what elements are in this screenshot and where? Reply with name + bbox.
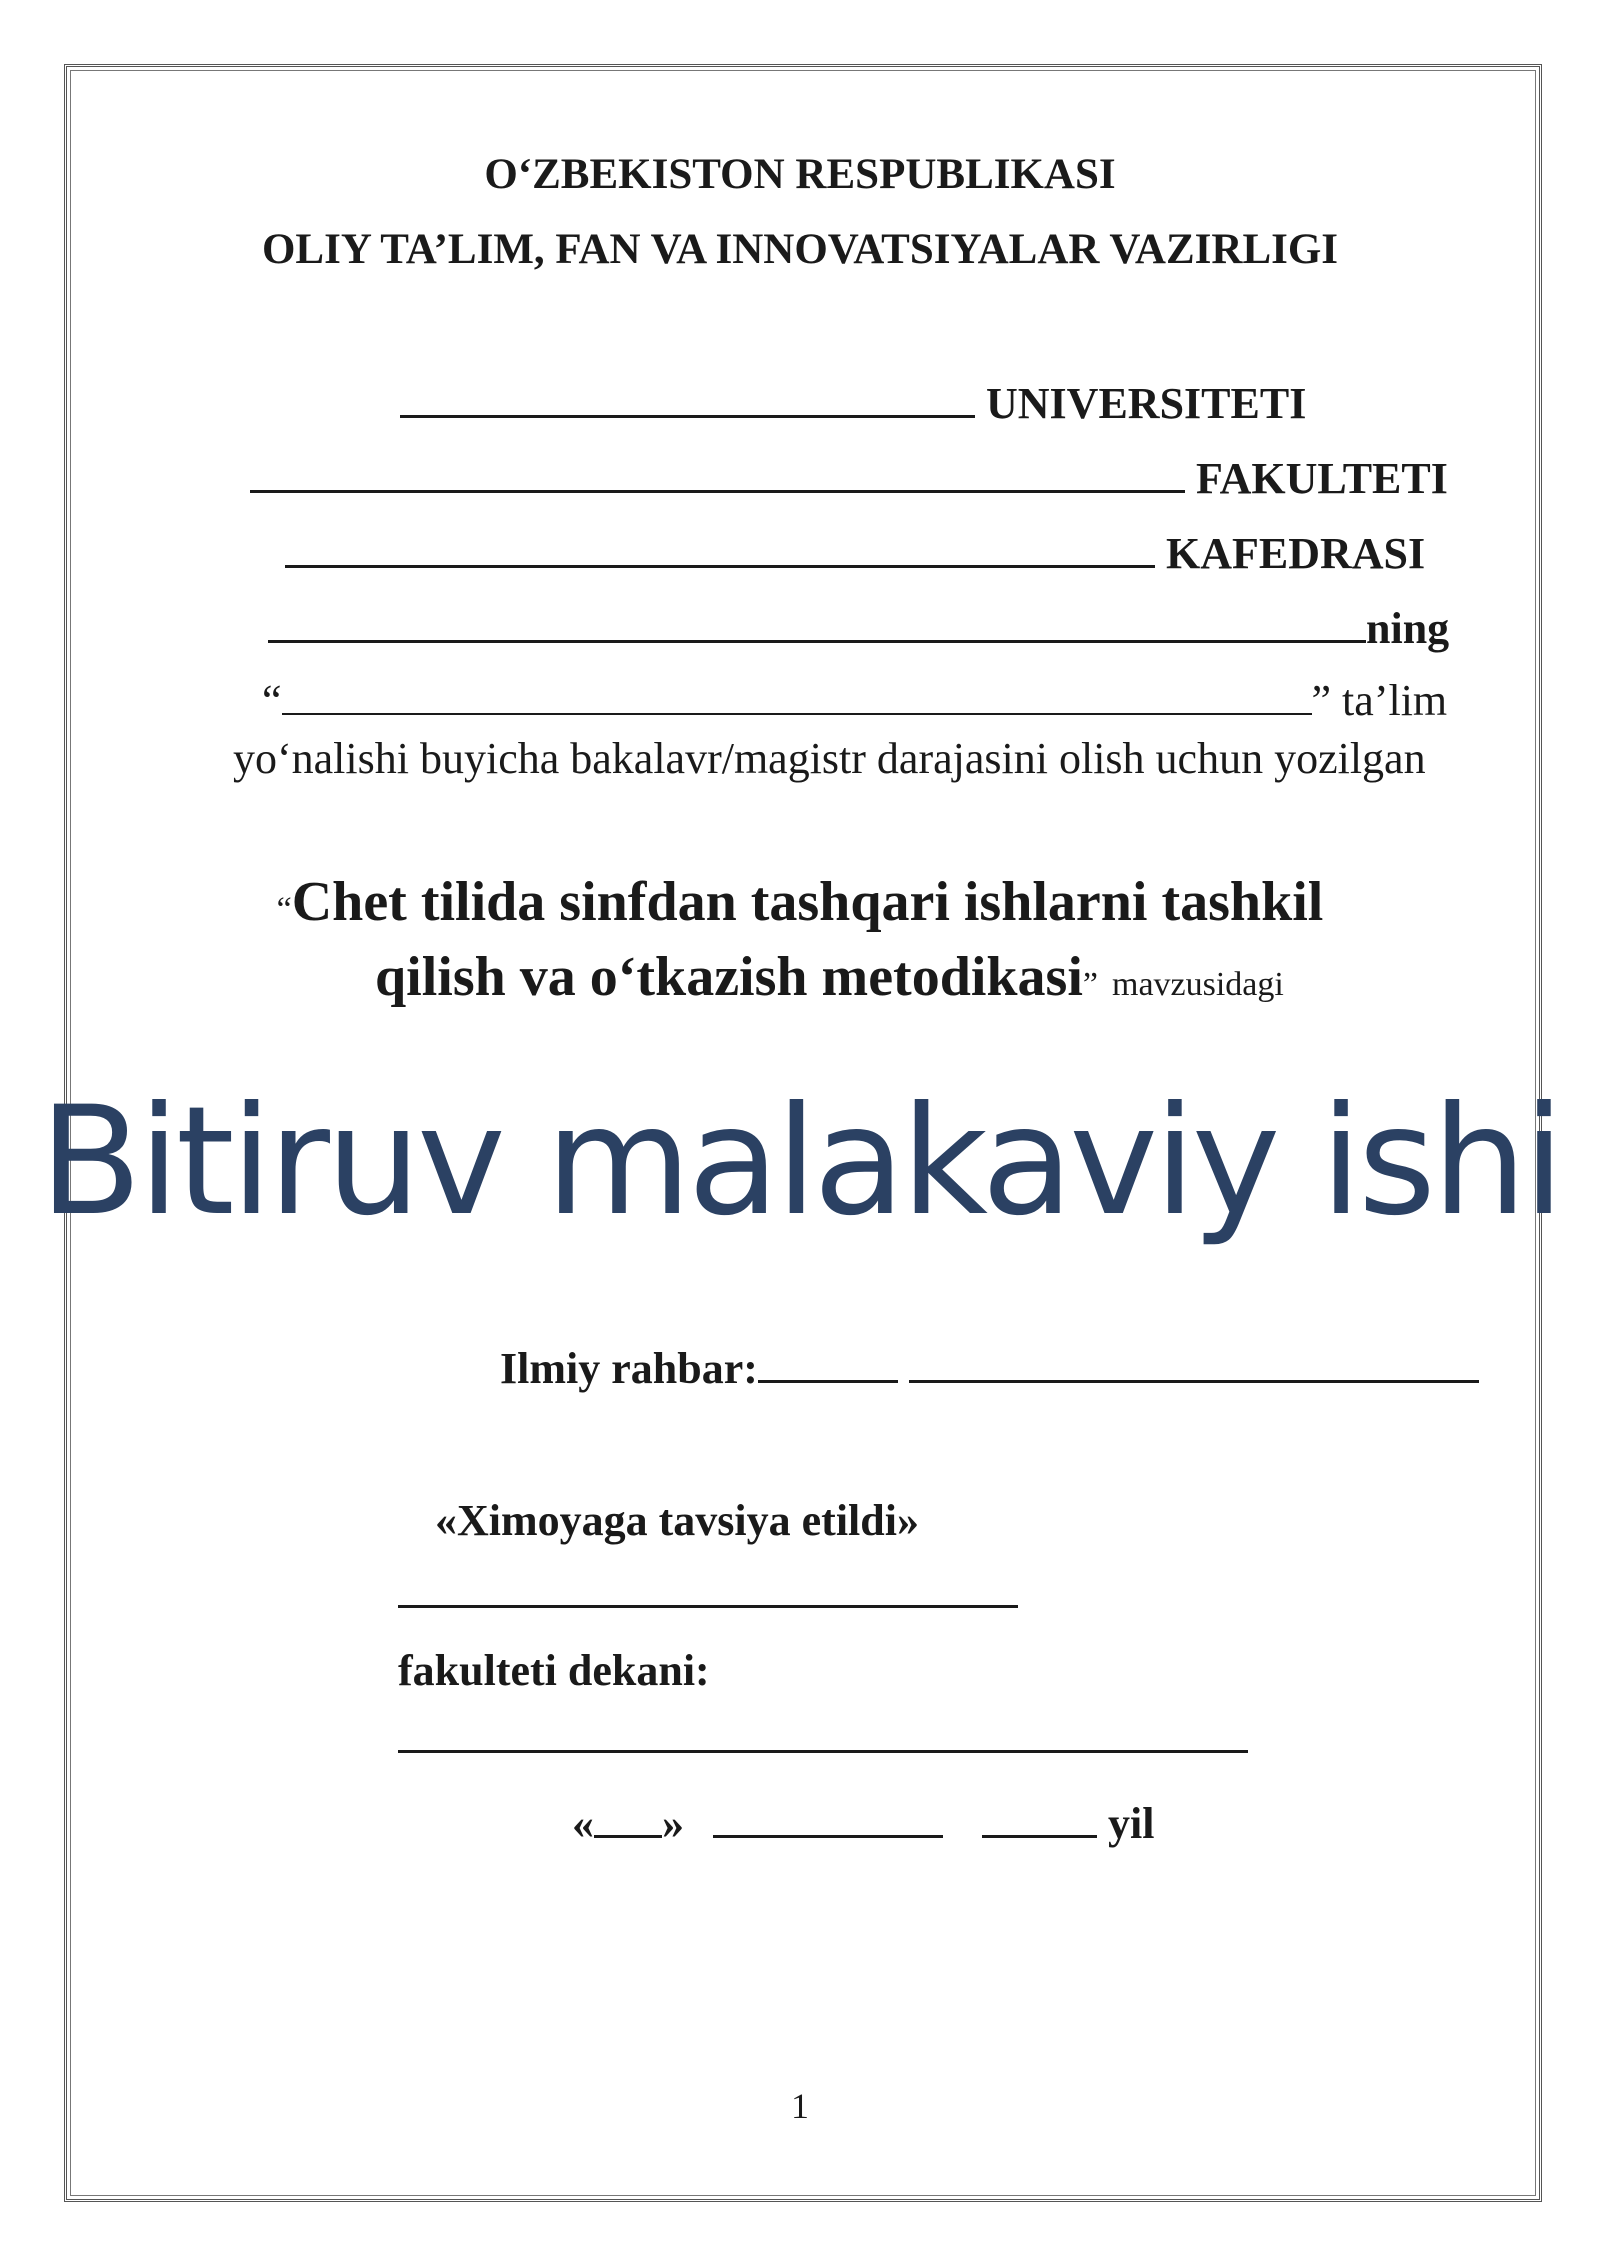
department-label: KAFEDRASI: [1166, 529, 1426, 578]
university-label: UNIVERSITETI: [986, 379, 1307, 428]
student-line: [268, 600, 1449, 654]
department-line: [285, 525, 1425, 579]
day-blank[interactable]: [594, 1795, 662, 1838]
work-type-title: Bitiruv malakaviy ishi: [39, 1075, 1561, 1249]
faculty-label: FAKULTETI: [1196, 454, 1448, 503]
month-blank[interactable]: [713, 1795, 943, 1838]
page-number: 1: [791, 2086, 809, 2126]
year-label: yil: [1108, 1799, 1155, 1848]
recommended-label: «Ximoyaga tavsiya etildi»: [435, 1496, 919, 1545]
topic-title-1: Chet tilida sinfdan tashqari ishlarni tashkil: [291, 871, 1324, 933]
supervisor-blank-short[interactable]: [758, 1340, 898, 1383]
direction-line: [262, 673, 1447, 726]
department-blank[interactable]: [285, 525, 1155, 568]
topic-line-2: [375, 945, 1284, 1009]
topic-open-quote: “: [276, 891, 292, 928]
student-blank[interactable]: [268, 600, 1366, 643]
direction-blank[interactable]: [282, 673, 1312, 715]
ministry-title: OLIY TA’LIM, FAN VA INNOVATSIYALAR VAZIRLIGI: [261, 226, 1339, 273]
direction-open-quote: “: [262, 676, 282, 725]
supervisor-line: [500, 1340, 1479, 1394]
direction-text: yo‘nalishi buyicha bakalavr/magistr darajasini olish uchun yozilgan: [233, 734, 1426, 783]
topic-title-2: qilish va o‘tkazish metodikasi: [375, 946, 1083, 1008]
date-open: «: [572, 1799, 594, 1848]
dean-name-line: [398, 1565, 1018, 1613]
dean-name-blank[interactable]: [398, 1565, 1018, 1608]
dean-label: fakulteti dekani:: [398, 1646, 710, 1695]
year-blank[interactable]: [982, 1795, 1097, 1838]
ning-label: ning: [1366, 604, 1450, 653]
faculty-blank[interactable]: [250, 450, 1185, 493]
topic-line-1: [0, 870, 1600, 934]
dean-signature-line: [398, 1710, 1248, 1758]
supervisor-label: Ilmiy rahbar:: [500, 1344, 758, 1393]
faculty-line: [250, 450, 1448, 504]
country-title: O‘ZBEKISTON RESPUBLIKASI: [484, 151, 1116, 198]
direction-close-quote: ” ta’lim: [1311, 676, 1448, 725]
dean-signature-blank[interactable]: [398, 1710, 1248, 1753]
date-line: [572, 1795, 1154, 1849]
supervisor-blank-long[interactable]: [909, 1340, 1479, 1383]
topic-suffix: mavzusidagi: [1112, 966, 1284, 1003]
date-close: »: [662, 1799, 684, 1848]
university-line: [400, 375, 1306, 429]
topic-close-quote: ”: [1082, 966, 1098, 1003]
university-blank[interactable]: [400, 375, 975, 418]
